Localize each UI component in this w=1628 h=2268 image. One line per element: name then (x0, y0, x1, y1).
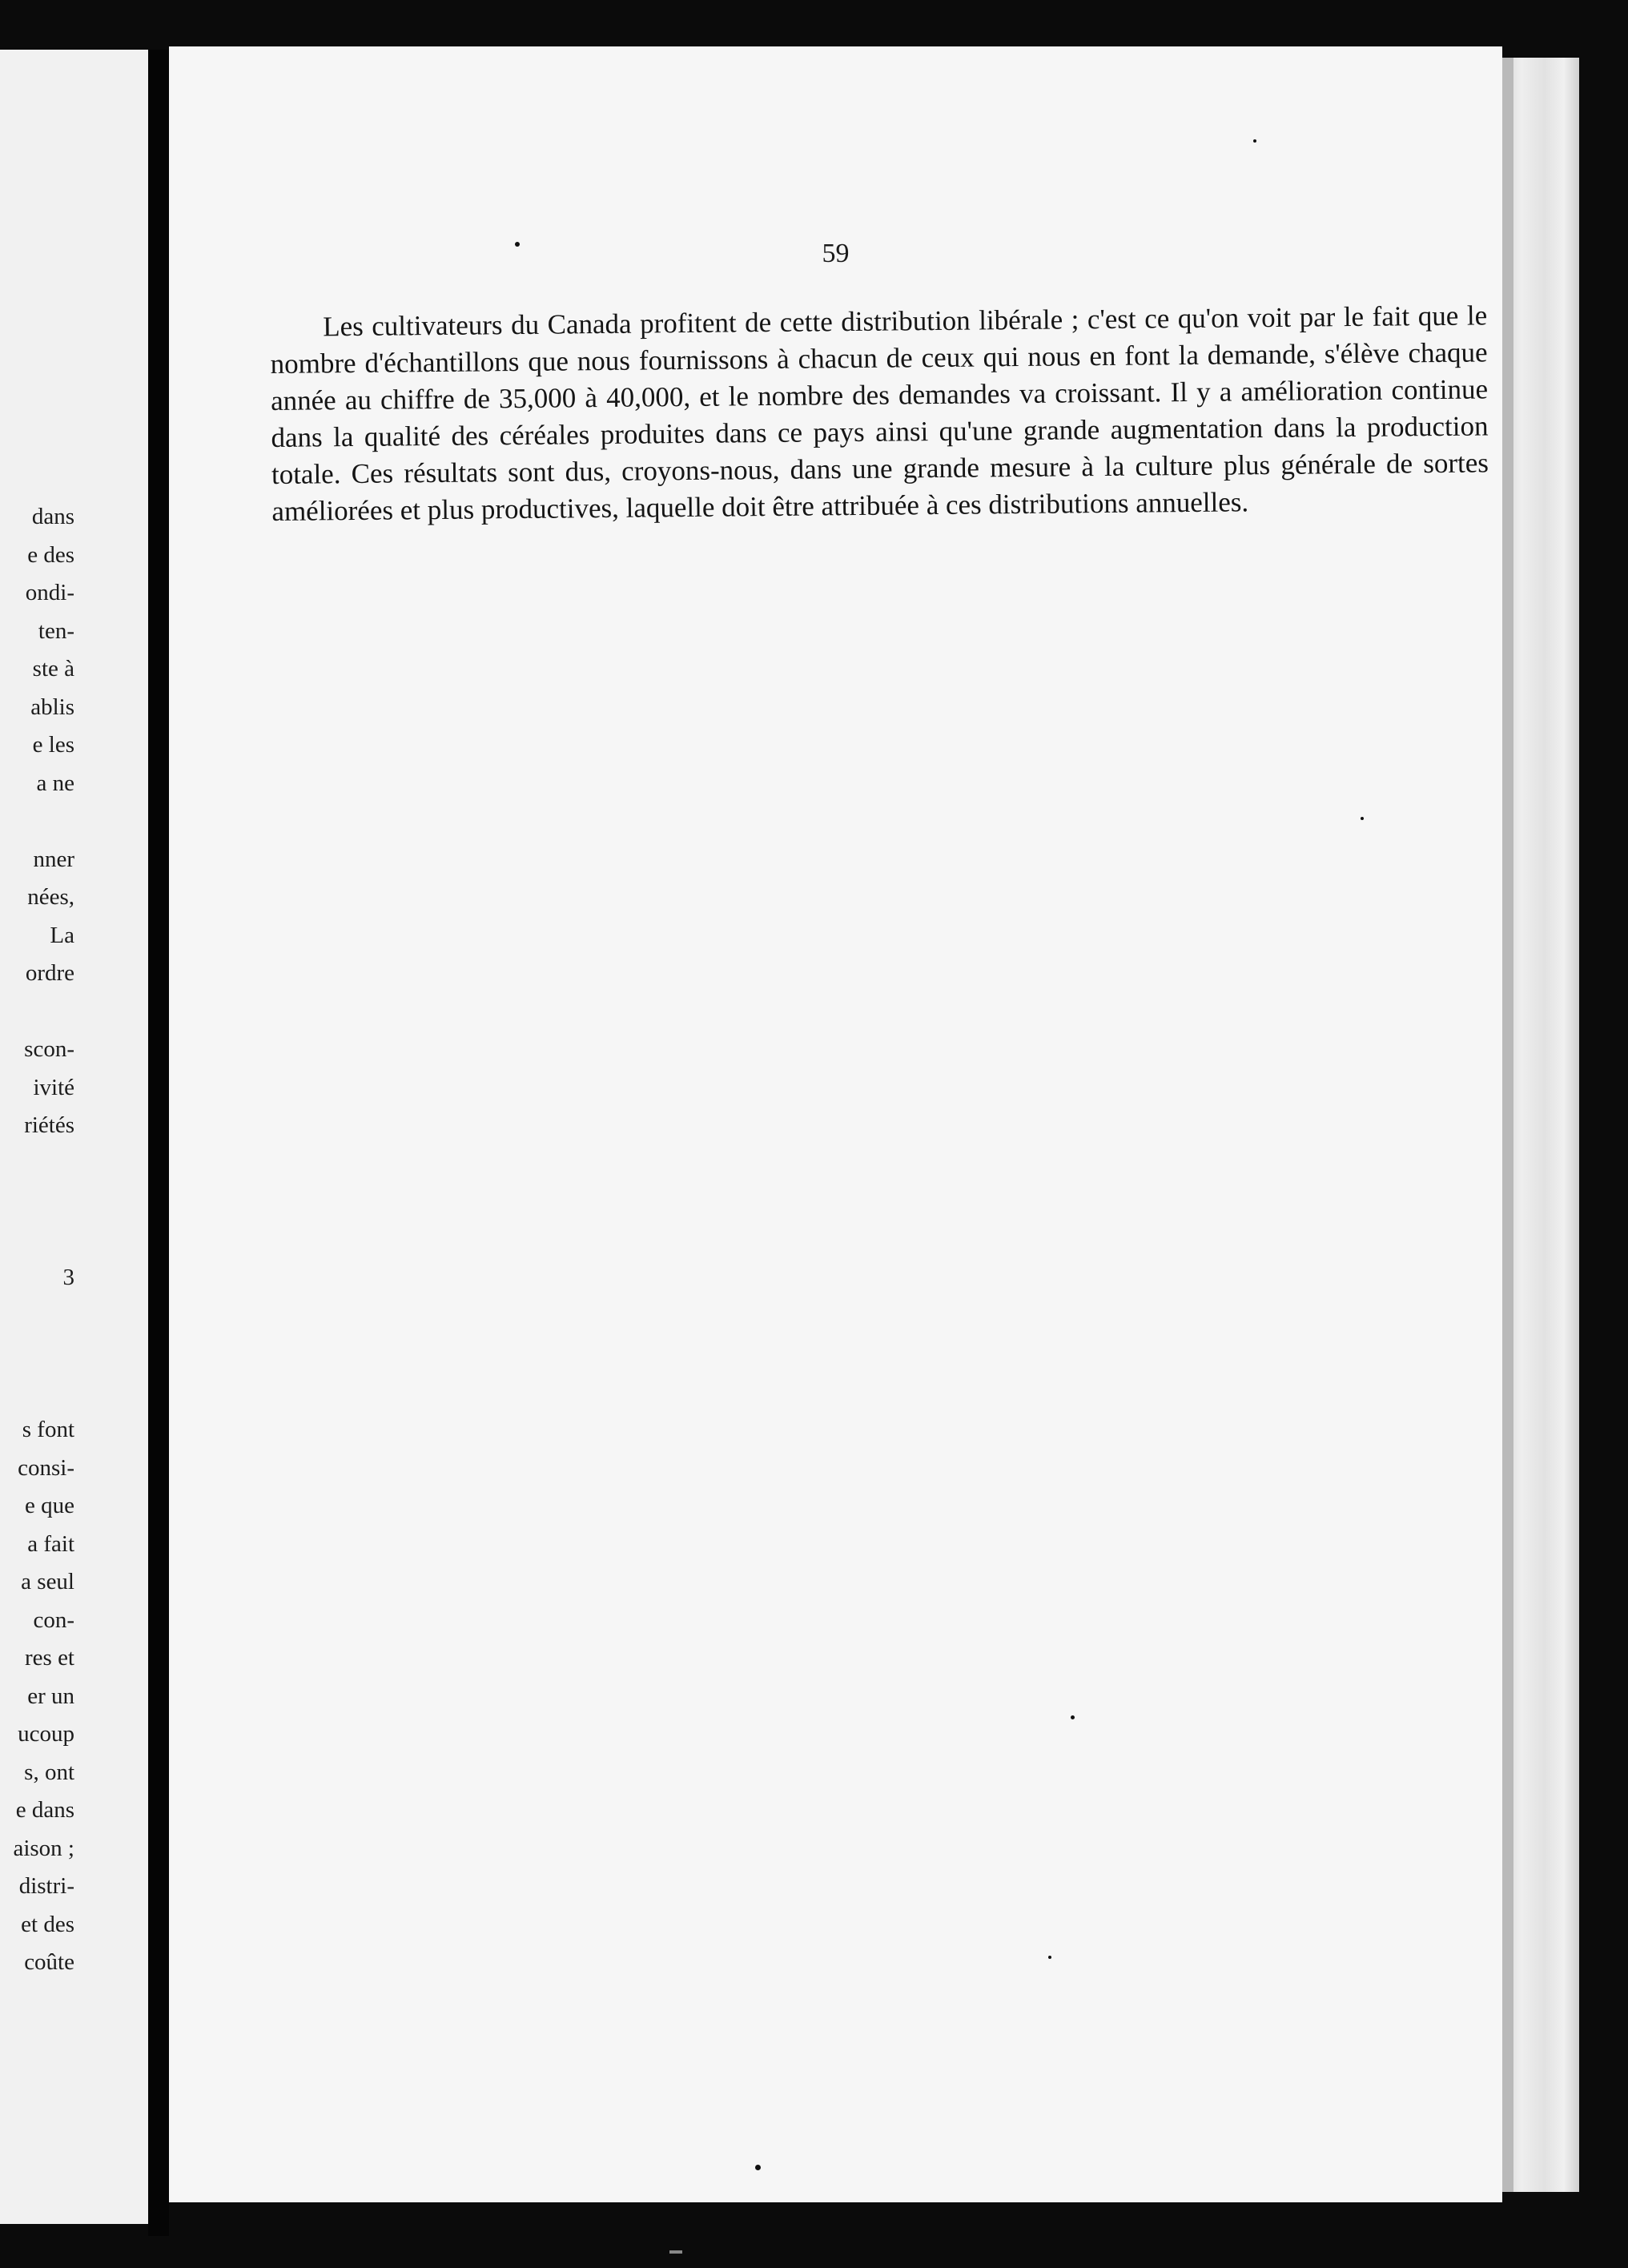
previous-page-line: scon- (24, 1036, 74, 1062)
previous-page-line: ucoup (18, 1721, 74, 1747)
previous-page-line: ten- (38, 617, 74, 644)
previous-page-line: e les (32, 732, 74, 758)
previous-page-line: ablis (30, 694, 74, 720)
previous-page-line: riétés (24, 1112, 74, 1138)
previous-page-line: e que (25, 1493, 74, 1518)
previous-page-line: res et (25, 1645, 74, 1671)
previous-page-line: ste à (32, 656, 74, 682)
previous-page-line: 3 (62, 1265, 74, 1290)
previous-page-line: e des (27, 541, 74, 568)
previous-page-line: a seul (21, 1569, 74, 1594)
page (169, 46, 1502, 2202)
previous-page-text (0, 498, 74, 1982)
previous-page-line: nner (33, 846, 74, 872)
previous-page-line (0, 1145, 74, 1184)
previous-page-line: ondi- (25, 580, 74, 605)
ink-speck (515, 242, 520, 247)
previous-page-line: a fait (27, 1530, 74, 1557)
ink-speck (755, 2165, 761, 2170)
ink-speck (1071, 1715, 1075, 1719)
previous-page-line: ivité (33, 1074, 74, 1100)
previous-page-fragment (0, 50, 148, 2224)
previous-page-line: coûte (24, 1949, 74, 1975)
binding-gutter (148, 50, 169, 2236)
previous-page-line (0, 1183, 74, 1221)
previous-page-line (0, 1373, 74, 1412)
previous-page-line: distri- (18, 1873, 74, 1899)
previous-page-line: e dans (15, 1797, 74, 1823)
scan-artifact (669, 2250, 682, 2254)
previous-page-line: La (50, 922, 74, 948)
previous-page-line: a ne (36, 770, 74, 796)
page-edges (1502, 58, 1579, 2192)
previous-page-line (0, 1335, 74, 1373)
page-edge-shadow (1502, 58, 1513, 2192)
previous-page-line (0, 802, 74, 841)
page-number: 59 (822, 239, 850, 268)
previous-page-line: consi- (18, 1454, 74, 1481)
previous-page-line: et des (21, 1911, 74, 1937)
previous-page-line (0, 1221, 74, 1260)
ink-speck (1048, 1956, 1051, 1959)
previous-page-line: con- (33, 1606, 74, 1633)
previous-page-line: ordre (25, 960, 74, 986)
previous-page-line: dans (31, 504, 74, 529)
body-paragraph: Les cultivateurs du Canada profitent de cette distribution libérale ; c'est ce qu'on voit par le fait que le nombre d'échantillons que nous fournissons à chacun de ceux qui nous en font la demande, s'élève chaque année au chiffre de 35,000 à 40,000, et le nombre des demandes va croissant. Il y a amélioration continue dans la qualité des céréales produites dans ce pays ainsi qu'une grande augmentation dans la production totale. Ces résultats sont dus, croyons-nous, dans une grande mesure à la culture plus générale de sortes améliorées et plus productives, laquelle doit être attribuée à ces distributions annuelles. (270, 300, 1489, 527)
ink-speck (1361, 817, 1364, 820)
previous-page-line: s, ont (24, 1759, 74, 1785)
previous-page-line: nées, (27, 884, 74, 910)
previous-page-line: aison ; (13, 1835, 74, 1861)
ink-speck (1253, 139, 1256, 143)
previous-page-line (0, 993, 74, 1031)
previous-page-line (0, 1297, 74, 1336)
previous-page-line: s font (22, 1417, 74, 1442)
previous-page-line: er un (27, 1683, 74, 1709)
